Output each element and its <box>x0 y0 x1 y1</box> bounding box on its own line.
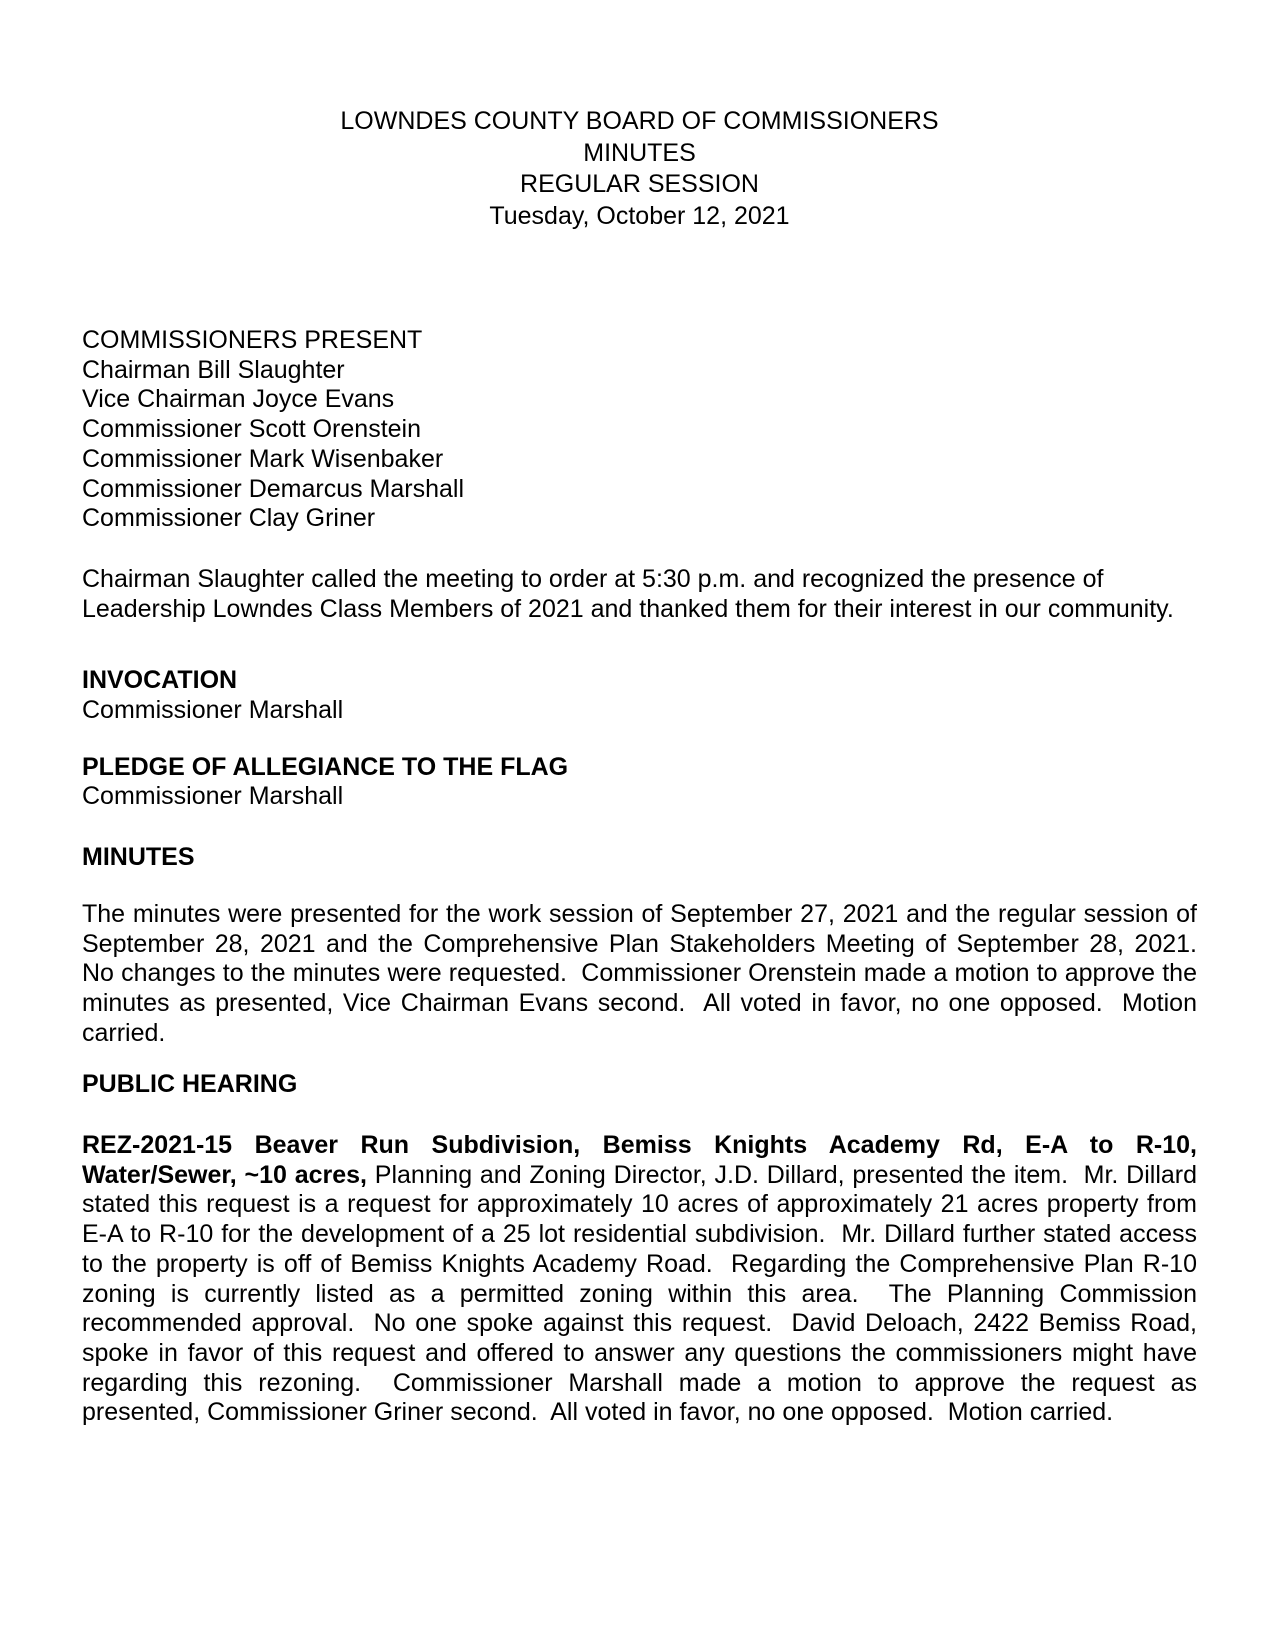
call-to-order-paragraph: Chairman Slaughter called the meeting to order at 5:30 p.m. and recognized the presence of Leadership Lowndes Class Members of 2021 and thanked them for their interest in our community. <box>82 564 1174 623</box>
pledge-of-allegiance-section <box>82 753 1197 812</box>
pledge-presenter: Commissioner Marshall <box>82 782 344 811</box>
invocation-section <box>82 666 1197 725</box>
commissioner-name: Commissioner Scott Orenstein <box>82 415 422 444</box>
minutes-paragraph: The minutes were presented for the work session of September 27, 2021 and the regular session of September 28, 2021 and the Comprehensive Plan Stakeholders Meeting of September 28, 2021. No changes to the minutes were requested. Commissioner Orenstein made a motion to approve the minutes as presented, Vice Chairman Evans second. All voted in favor, no one opposed. Motion carried. <box>82 899 1211 1047</box>
header-line-session-type: REGULAR SESSION <box>520 170 759 198</box>
document-header <box>82 106 1197 232</box>
commissioner-name: Vice Chairman Joyce Evans <box>82 385 395 414</box>
header-line-document-type: MINUTES <box>583 138 696 167</box>
commissioner-name: Commissioner Clay Griner <box>82 504 376 533</box>
minutes-heading: MINUTES <box>82 843 195 872</box>
commissioner-name: Commissioner Demarcus Marshall <box>82 474 465 503</box>
header-line-date: Tuesday, October 12, 2021 <box>489 201 790 230</box>
invocation-heading: INVOCATION <box>82 666 238 695</box>
commissioners-present-section <box>82 326 1197 534</box>
public-hearing-heading: PUBLIC HEARING <box>82 1070 298 1099</box>
header-line-organization: LOWNDES COUNTY BOARD OF COMMISSIONERS <box>340 107 939 135</box>
commissioner-name: Chairman Bill Slaughter <box>82 355 345 384</box>
commissioners-present-heading: COMMISSIONERS PRESENT <box>82 326 423 354</box>
invocation-presenter: Commissioner Marshall <box>82 696 344 725</box>
rez-2021-15-item-body: Planning and Zoning Director, J.D. Dillard, presented the item. Mr. Dillard stated this request is a request for approximately 10 acres of approximately 21 acres property from E-A to R-10 for the development of a 25 lot residential subdivision. Mr. Dillard further stated access to the property is off of Bemiss Knights Academy Road. Regarding the Comprehensive Plan R-10 zoning is currently listed as a permitted zoning within this area. The Planning Commission recommended approval. No one spoke against this request. David Deloach, 2422 Bemiss Road, spoke in favor of this request and offered to answer any questions the commissioners might have regarding this rezoning. Commissioner Marshall made a motion to approve the request as presented, Commissioner Griner second. All voted in favor, no one opposed. Motion carried. <box>82 1160 1204 1427</box>
pledge-heading: PLEDGE OF ALLEGIANCE TO THE FLAG <box>82 752 569 781</box>
rez-2021-15-paragraph <box>82 1131 1204 1428</box>
rez-2021-15-item-title: REZ-2021-15 Beaver Run Subdivision, Bemiss Knights Academy Rd, E-A to R-10, Water/Sewer, ~10 acres, <box>82 1131 1204 1189</box>
commissioner-name: Commissioner Mark Wisenbaker <box>82 444 444 473</box>
